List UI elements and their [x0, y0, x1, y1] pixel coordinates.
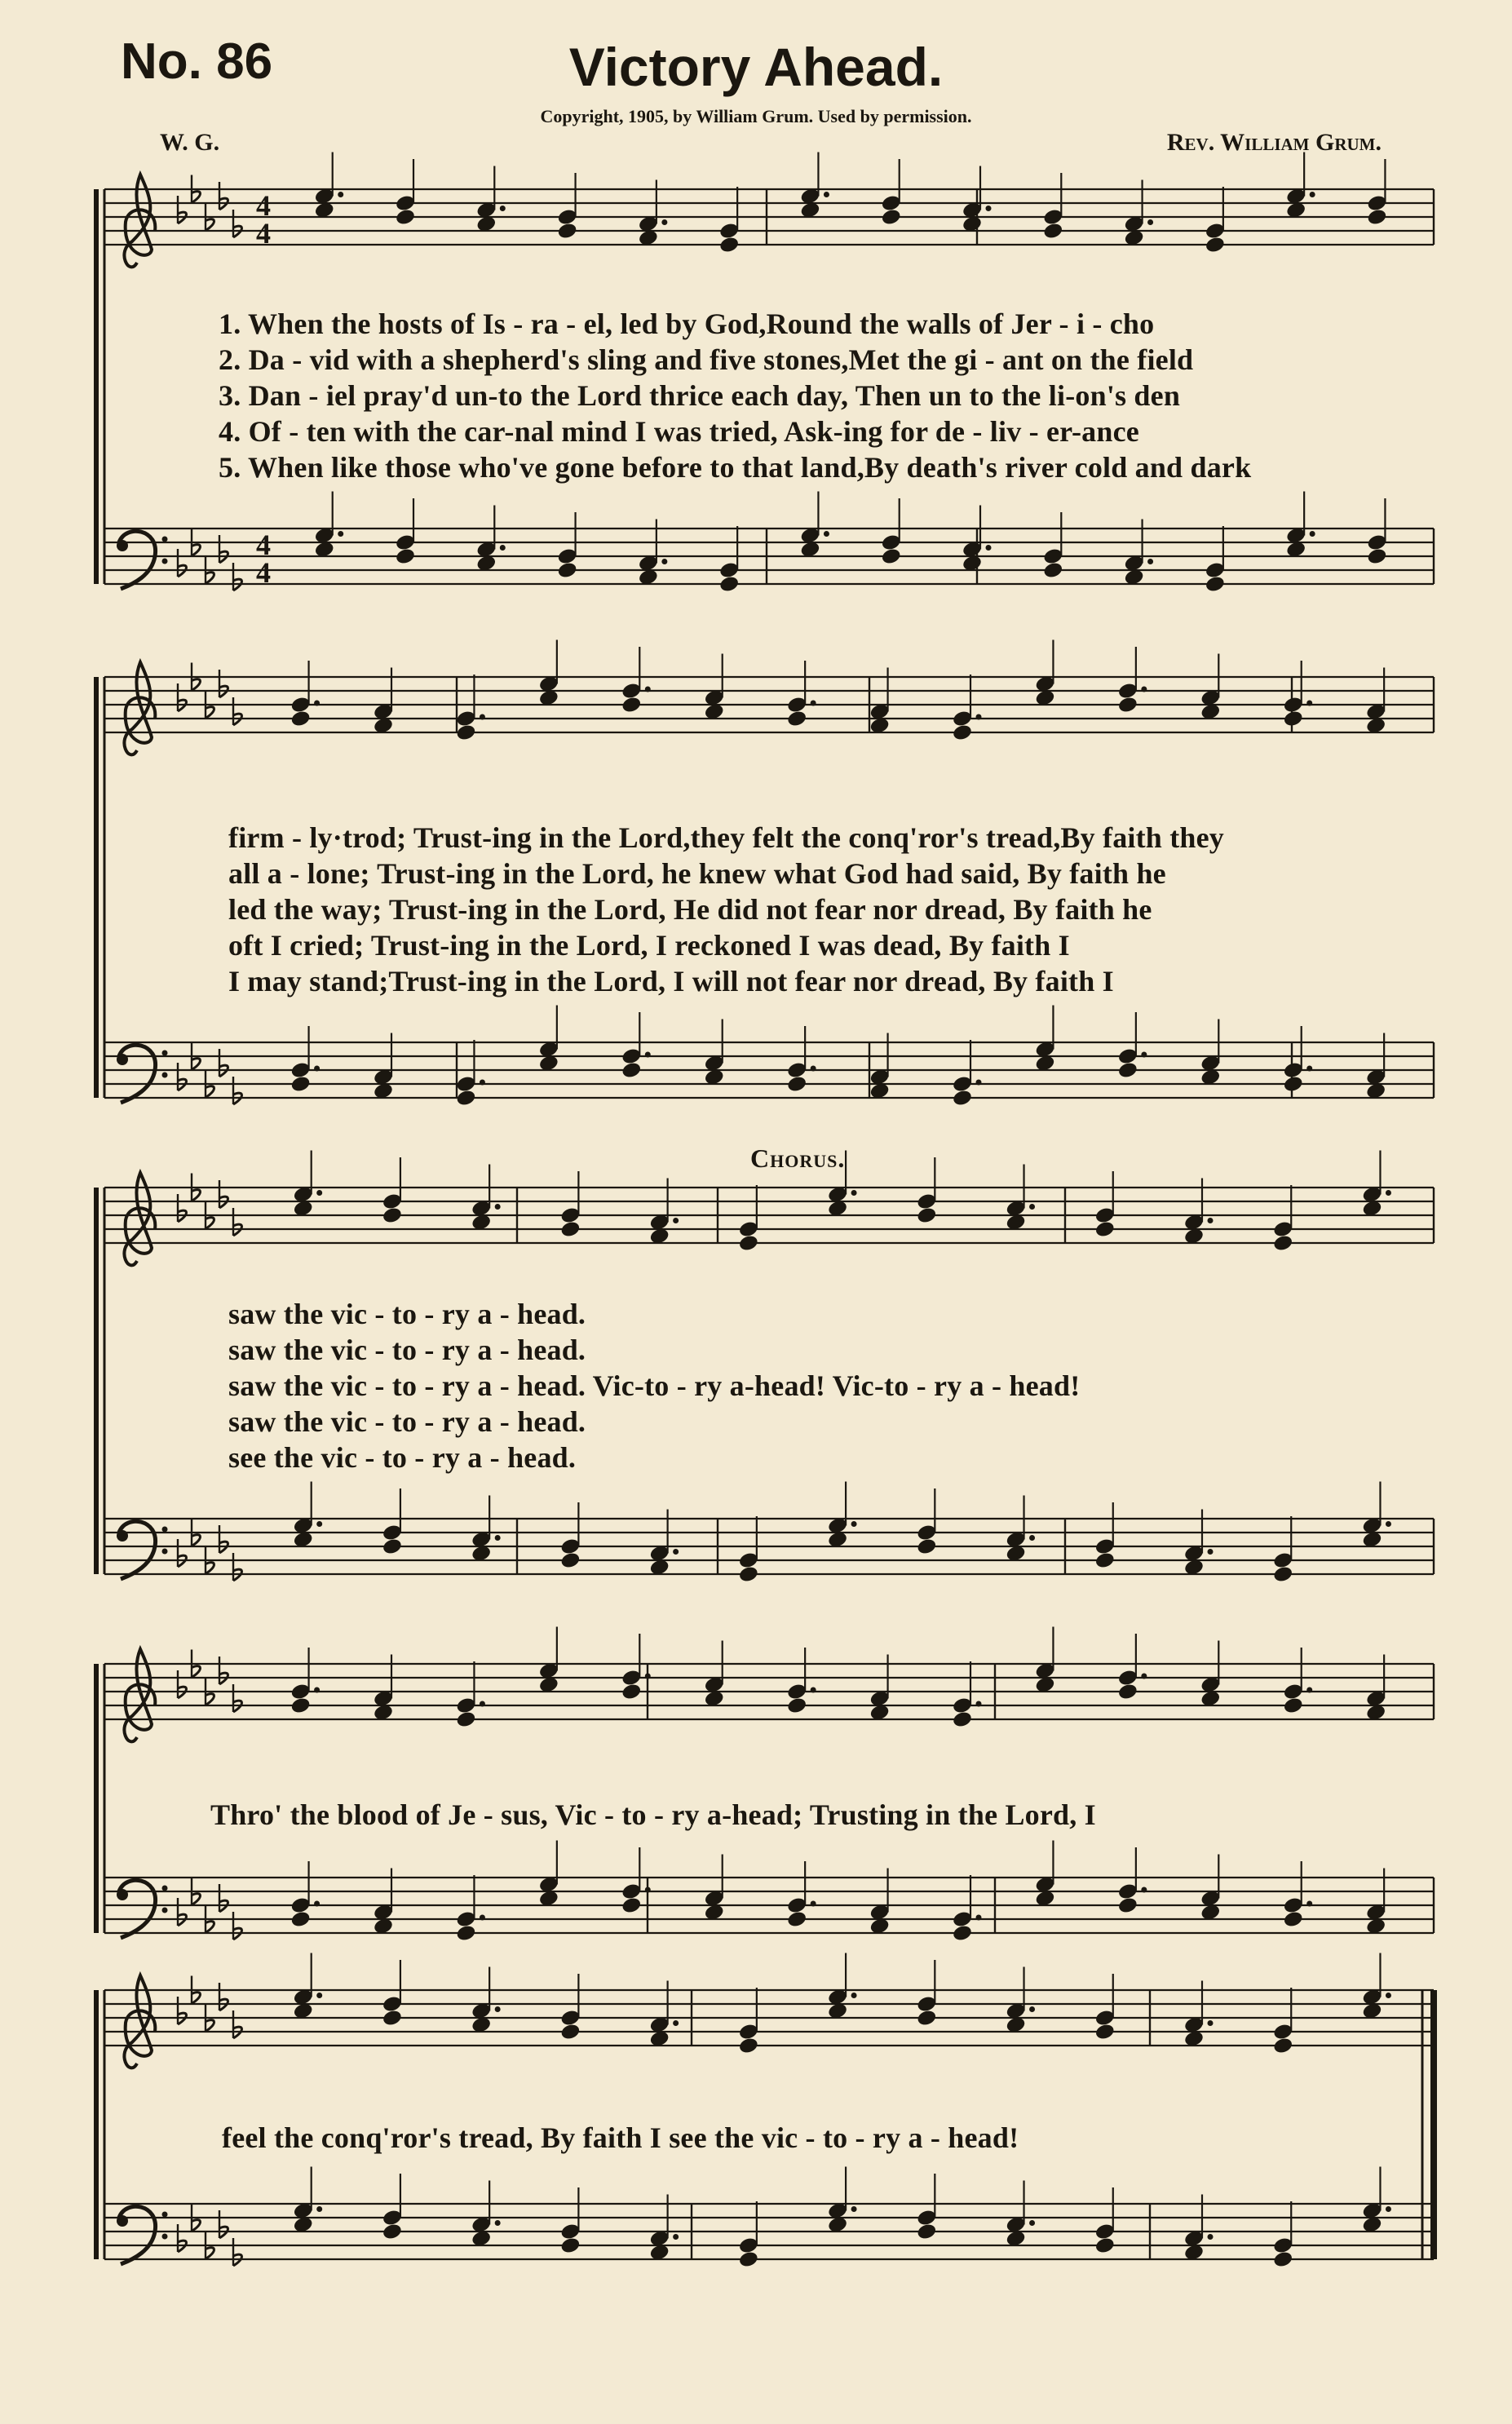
dot	[314, 1901, 320, 1907]
copyright-notice: Copyright, 1905, by William Grum. Used by permission.	[540, 106, 972, 126]
dot	[316, 2206, 322, 2212]
note-head	[738, 1565, 759, 1584]
dot	[314, 1066, 320, 1072]
note-head	[1117, 1683, 1138, 1701]
note-head	[952, 723, 973, 742]
dot	[661, 219, 667, 225]
verse-2-line-2: all a - lone; Trust-ing in the Lord, he knew what God had said, By faith he	[228, 857, 1166, 890]
verse-number: 2.	[219, 343, 241, 376]
note-head	[382, 2223, 403, 2241]
bass-clef-dot	[162, 1073, 168, 1078]
note-head	[916, 1537, 937, 1556]
note-head	[786, 710, 807, 728]
note-head	[786, 1075, 807, 1094]
verse-number: 3.	[219, 379, 241, 412]
note-head	[559, 1220, 581, 1239]
note-head	[621, 1683, 642, 1701]
composer-credit: W. G.	[160, 129, 220, 156]
verse-4-line-3: saw the vic - to - ry a - head.	[228, 1405, 586, 1438]
dot	[1310, 531, 1315, 537]
dot	[1141, 687, 1147, 692]
dot	[1141, 1052, 1147, 1058]
bass-clef-dot	[117, 1054, 128, 1065]
bass-clef-dot	[162, 2234, 168, 2240]
note-head	[1094, 2023, 1116, 2041]
dot	[1306, 1066, 1312, 1072]
dot	[976, 1915, 982, 1921]
bass-clef-dot	[117, 2215, 128, 2227]
note-head	[1042, 561, 1063, 580]
dot	[316, 1993, 322, 1998]
flat-sign	[192, 1894, 201, 1905]
verse-1-line-3: saw the vic - to - ry a - head.	[228, 1298, 586, 1330]
dot	[1208, 1218, 1214, 1223]
note-head	[395, 547, 416, 566]
note-head	[621, 1896, 642, 1915]
dot	[811, 1688, 816, 1693]
note-head	[455, 1710, 476, 1729]
note-head	[455, 723, 476, 742]
note-head	[1283, 1910, 1304, 1929]
dot	[1306, 701, 1312, 706]
dot	[1147, 559, 1153, 564]
flat-sign	[206, 707, 214, 719]
dot	[314, 701, 320, 706]
note-head	[952, 1710, 973, 1729]
dot	[645, 1052, 651, 1058]
dot	[500, 545, 506, 551]
dot	[1306, 1901, 1312, 1907]
dot	[1386, 1993, 1391, 1998]
author-credit: Rev. William Grum.	[1166, 129, 1382, 156]
dot	[986, 545, 992, 551]
flat-sign	[206, 2248, 214, 2259]
dot	[851, 1190, 857, 1196]
flat-sign	[206, 1086, 214, 1098]
flat-sign	[206, 2020, 214, 2032]
verse-3-line-3: saw the vic - to - ry a - head. Vic-to - ry a-head! Vic-to - ry a - head!	[228, 1369, 1081, 1402]
flat-sign	[192, 1190, 201, 1201]
chorus-label: Chorus.	[750, 1143, 846, 1173]
verse-3-line-2: led the way; Trust-ing in the Lord, He did not fear nor dread, By faith he	[228, 893, 1152, 926]
flat-sign	[192, 1666, 201, 1678]
note-head	[556, 222, 577, 241]
flat-sign	[192, 545, 201, 556]
dot	[811, 1066, 816, 1072]
dot	[645, 1674, 651, 1679]
note-head	[1283, 1696, 1304, 1715]
note-head	[952, 1089, 973, 1108]
dot	[1029, 1535, 1035, 1541]
note-head	[1117, 1061, 1138, 1080]
dot	[495, 2006, 501, 2012]
note-head	[290, 1910, 311, 1929]
flat-sign	[206, 1218, 214, 1229]
dot	[495, 2220, 501, 2226]
note-head	[738, 2037, 759, 2055]
verse-5-line-2: I may stand;Trust-ing in the Lord, I will not fear nor dread, By faith I	[228, 965, 1114, 997]
dot	[1208, 2234, 1214, 2240]
dot	[500, 206, 506, 211]
note-head	[881, 208, 902, 227]
dot	[1141, 1674, 1147, 1679]
dot	[811, 701, 816, 706]
note-head	[1117, 1896, 1138, 1915]
dot	[1029, 1204, 1035, 1210]
time-signature-top: 4	[256, 189, 271, 222]
note-head	[738, 1234, 759, 1253]
dot	[851, 1993, 857, 1998]
note-head	[1205, 575, 1226, 594]
flat-sign	[206, 573, 214, 584]
flat-sign	[192, 1993, 201, 2004]
dot	[976, 1701, 982, 1707]
note-head	[382, 1206, 403, 1225]
dot	[673, 1218, 679, 1223]
note-head	[455, 1089, 476, 1108]
dot	[986, 206, 992, 211]
dot	[1029, 2220, 1035, 2226]
bass-clef-dot	[162, 2212, 168, 2218]
note-head	[621, 1061, 642, 1080]
dot	[661, 559, 667, 564]
bass-clef-icon	[119, 531, 156, 589]
note-head	[1272, 2037, 1293, 2055]
flat-sign	[206, 1694, 214, 1705]
note-head	[559, 1551, 581, 1570]
dot	[811, 1901, 816, 1907]
note-head	[718, 236, 740, 254]
bass-clef-dot	[117, 1530, 128, 1542]
dot	[1208, 2020, 1214, 2026]
dot	[1029, 2006, 1035, 2012]
flat-sign	[192, 192, 201, 203]
dot	[314, 1688, 320, 1693]
flat-sign	[206, 219, 214, 231]
dot	[338, 531, 343, 537]
flat-sign	[192, 2220, 201, 2232]
flat-sign	[192, 1059, 201, 1070]
dot	[480, 1915, 485, 1921]
bass-clef-icon	[119, 1045, 156, 1103]
note-head	[786, 1910, 807, 1929]
dot	[495, 1204, 501, 1210]
dot	[673, 2020, 679, 2026]
note-head	[1366, 208, 1387, 227]
dot	[316, 1190, 322, 1196]
dot	[1208, 1549, 1214, 1555]
note-head	[916, 2223, 937, 2241]
note-head	[556, 561, 577, 580]
note-head	[881, 547, 902, 566]
bass-clef-icon	[119, 1521, 156, 1579]
note-head	[382, 1537, 403, 1556]
verse-5-line-1: When like those who've gone before to that land,By death's river cold and dark	[247, 451, 1252, 484]
verse-1-line-1: When the hosts of Is - ra - el, led by God,Round the walls of Jer - i - cho	[247, 307, 1155, 340]
dot	[824, 531, 829, 537]
note-head	[1042, 222, 1063, 241]
dot	[673, 1549, 679, 1555]
dot	[1386, 1521, 1391, 1527]
hymn-title: Victory Ahead.	[568, 37, 944, 97]
dot	[1147, 219, 1153, 225]
note-head	[718, 575, 740, 594]
note-head	[916, 2009, 937, 2028]
dot	[824, 192, 829, 197]
dot	[1310, 192, 1315, 197]
note-head	[455, 1924, 476, 1943]
time-signature-bottom: 4	[256, 217, 271, 250]
note-head	[1094, 2236, 1116, 2255]
bass-clef-dot	[162, 1908, 168, 1913]
bass-clef-dot	[162, 537, 168, 542]
note-head	[786, 1696, 807, 1715]
note-head	[621, 696, 642, 714]
verse-3-line-1: Dan - iel pray'd un-to the Lord thrice each day, Then un to the li-on's den	[248, 379, 1181, 412]
bass-clef-dot	[162, 1527, 168, 1533]
note-head	[916, 1206, 937, 1225]
bass-clef-dot	[162, 1886, 168, 1891]
dot	[673, 2234, 679, 2240]
flat-sign	[192, 679, 201, 691]
note-head	[1094, 1551, 1116, 1570]
dot	[976, 714, 982, 720]
note-head	[738, 2250, 759, 2269]
dot	[1386, 1190, 1391, 1196]
dot	[316, 1521, 322, 1527]
verse-4-line-2: oft I cried; Trust-ing in the Lord, I reckoned I was dead, By faith I	[228, 929, 1070, 962]
dot	[480, 1701, 485, 1707]
hymn-number: No. 86	[121, 33, 273, 90]
note-head	[1283, 1075, 1304, 1094]
chorus-line-1: Thro' the blood of Je - sus, Vic - to - ry a-head; Trusting in the Lord, I	[210, 1798, 1096, 1831]
note-head	[1272, 1565, 1293, 1584]
bass-clef-icon	[119, 1880, 156, 1938]
dot	[645, 687, 651, 692]
verse-5-line-3: see the vic - to - ry a - head.	[228, 1441, 577, 1474]
flat-sign	[192, 1535, 201, 1546]
dot	[338, 192, 343, 197]
bass-clef-dot	[162, 559, 168, 564]
note-head	[290, 1075, 311, 1094]
bass-clef-dot	[162, 1051, 168, 1056]
verse-4-line-1: Of - ten with the car-nal mind I was tried, Ask-ing for de - liv - er-ance	[248, 415, 1139, 448]
chorus-line-2: feel the conq'ror's tread, By faith I see the vic - to - ry a - head!	[222, 2121, 1019, 2154]
note-head	[1283, 710, 1304, 728]
verse-number: 5.	[219, 451, 241, 484]
dot	[1386, 2206, 1391, 2212]
bass-clef-dot	[162, 1549, 168, 1555]
dot	[976, 1080, 982, 1086]
time-signature-bottom: 4	[256, 556, 271, 589]
note-head	[1272, 2250, 1293, 2269]
note-head	[559, 2023, 581, 2041]
note-head	[1205, 236, 1226, 254]
verse-2-line-3: saw the vic - to - ry a - head.	[228, 1334, 586, 1366]
dot	[1141, 1887, 1147, 1893]
note-head	[290, 710, 311, 728]
dot	[495, 1535, 501, 1541]
bass-clef-dot	[117, 1889, 128, 1900]
dot	[851, 2206, 857, 2212]
verse-2-line-1: Da - vid with a shepherd's sling and five stones,Met the gi - ant on the field	[248, 343, 1194, 376]
note-head	[395, 208, 416, 227]
dot	[1306, 1688, 1312, 1693]
dot	[480, 714, 485, 720]
verse-number: 1.	[219, 307, 241, 340]
note-head	[290, 1696, 311, 1715]
note-head	[382, 2009, 403, 2028]
dot	[851, 1521, 857, 1527]
verse-1-line-2: firm - ly·trod; Trust-ing in the Lord,they felt the conq'ror's tread,By faith they	[228, 821, 1224, 854]
verse-number: 4.	[219, 415, 241, 448]
bass-clef-dot	[117, 540, 128, 551]
note-head	[1117, 696, 1138, 714]
flat-sign	[206, 1563, 214, 1574]
flat-sign	[206, 1922, 214, 1933]
note-head	[1094, 1220, 1116, 1239]
note-head	[559, 2236, 581, 2255]
bass-clef-icon	[119, 2206, 156, 2264]
note-head	[1366, 547, 1387, 566]
dot	[480, 1080, 485, 1086]
note-head	[1272, 1234, 1293, 1253]
time-signature-top: 4	[256, 529, 271, 561]
dot	[645, 1887, 651, 1893]
note-head	[952, 1924, 973, 1943]
